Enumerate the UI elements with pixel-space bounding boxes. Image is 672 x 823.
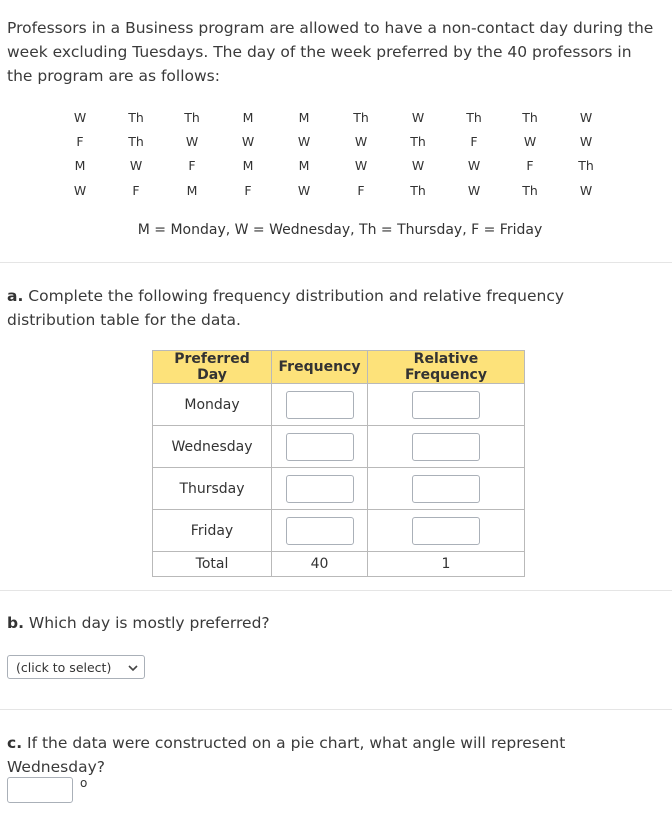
header-relative-frequency: Relative Frequency (368, 351, 525, 384)
day-grid-cell: M (242, 110, 254, 125)
table-total-row (153, 552, 525, 577)
day-grid-cell: Th (410, 134, 426, 149)
thursday-frequency-input[interactable] (286, 475, 354, 503)
day-grid-cell: W (185, 134, 199, 149)
day-grid-cell: F (188, 158, 196, 173)
table-header-row (153, 351, 525, 384)
day-grid-cell: F (76, 134, 84, 149)
day-grid-cell: W (579, 183, 593, 198)
part-c-text: If the data were constructed on a pie chart, what angle will represent Wednesday? (7, 734, 566, 776)
part-c-label: c. (7, 734, 23, 752)
day-grid-cell: F (470, 134, 478, 149)
day-monday: Monday (153, 384, 272, 426)
day-grid-cell: F (357, 183, 365, 198)
preferred-day-select[interactable] (7, 655, 145, 679)
header-preferred-day: Preferred Day (153, 351, 272, 384)
monday-relative-input[interactable] (412, 391, 480, 419)
part-a-label: a. (7, 287, 24, 305)
day-grid-cell: Th (578, 158, 594, 173)
wednesday-frequency-input[interactable] (286, 433, 354, 461)
chevron-down-icon (128, 656, 138, 689)
table-row (153, 468, 525, 510)
degree-symbol: o (80, 776, 88, 790)
day-grid-cell: M (298, 158, 310, 173)
day-grid-cell: Th (353, 110, 369, 125)
day-grid-cell: W (411, 110, 425, 125)
day-grid-cell: M (242, 158, 254, 173)
day-friday: Friday (153, 510, 272, 552)
table-row (153, 510, 525, 552)
divider (0, 709, 672, 710)
part-b-question (7, 611, 270, 635)
day-grid-cell: Th (522, 183, 538, 198)
problem-intro: Professors in a Business program are allowed to have a non-contact day during the week excluding Tuesdays. The day of the week preferred by the 40 professors in the program are as follows: (7, 19, 654, 85)
total-frequency: 40 (272, 552, 368, 577)
day-grid-cell: W (241, 134, 255, 149)
total-label: Total (153, 552, 272, 577)
divider (0, 590, 672, 591)
day-grid-cell: W (354, 158, 368, 173)
day-grid-cell: W (297, 183, 311, 198)
day-grid-cell: W (467, 183, 481, 198)
day-grid-cell: W (411, 158, 425, 173)
day-grid-cell: M (186, 183, 198, 198)
select-value: (click to select) (16, 660, 112, 675)
wednesday-angle-input[interactable] (7, 777, 73, 803)
day-grid-cell: W (579, 134, 593, 149)
day-grid-cell: Th (522, 110, 538, 125)
part-c-question (7, 731, 667, 779)
part-b-text: Which day is mostly preferred? (23, 614, 270, 632)
day-grid-cell: W (523, 134, 537, 149)
friday-frequency-input[interactable] (286, 517, 354, 545)
day-grid-cell: W (467, 158, 481, 173)
table-row (153, 384, 525, 426)
day-grid-cell: W (297, 134, 311, 149)
day-grid-cell: M (74, 158, 86, 173)
day-grid-cell: W (129, 158, 143, 173)
thursday-relative-input[interactable] (412, 475, 480, 503)
day-thursday: Thursday (153, 468, 272, 510)
part-a-text: Complete the following frequency distribution and relative frequency distribution table for the data. (7, 287, 565, 329)
monday-frequency-input[interactable] (286, 391, 354, 419)
day-grid-cell: F (132, 183, 140, 198)
day-legend: M = Monday, W = Wednesday, Th = Thursday, F = Friday (137, 222, 543, 238)
table-row (153, 426, 525, 468)
day-wednesday: Wednesday (153, 426, 272, 468)
total-relative: 1 (368, 552, 525, 577)
day-grid-cell: Th (128, 110, 144, 125)
friday-relative-input[interactable] (412, 517, 480, 545)
part-a-question (7, 284, 657, 332)
day-grid-cell: Th (128, 134, 144, 149)
day-grid-cell: W (579, 110, 593, 125)
day-grid-cell: W (73, 110, 87, 125)
wednesday-relative-input[interactable] (412, 433, 480, 461)
day-grid-cell: Th (466, 110, 482, 125)
frequency-table (152, 350, 525, 577)
day-grid-cell: Th (410, 183, 426, 198)
day-grid-cell: Th (184, 110, 200, 125)
divider (0, 262, 672, 263)
day-grid-cell: F (526, 158, 534, 173)
header-frequency: Frequency (272, 351, 368, 384)
day-grid-cell: M (298, 110, 310, 125)
part-b-label: b. (7, 614, 24, 632)
day-grid-cell: W (354, 134, 368, 149)
day-grid-cell: W (73, 183, 87, 198)
day-grid-cell: F (244, 183, 252, 198)
